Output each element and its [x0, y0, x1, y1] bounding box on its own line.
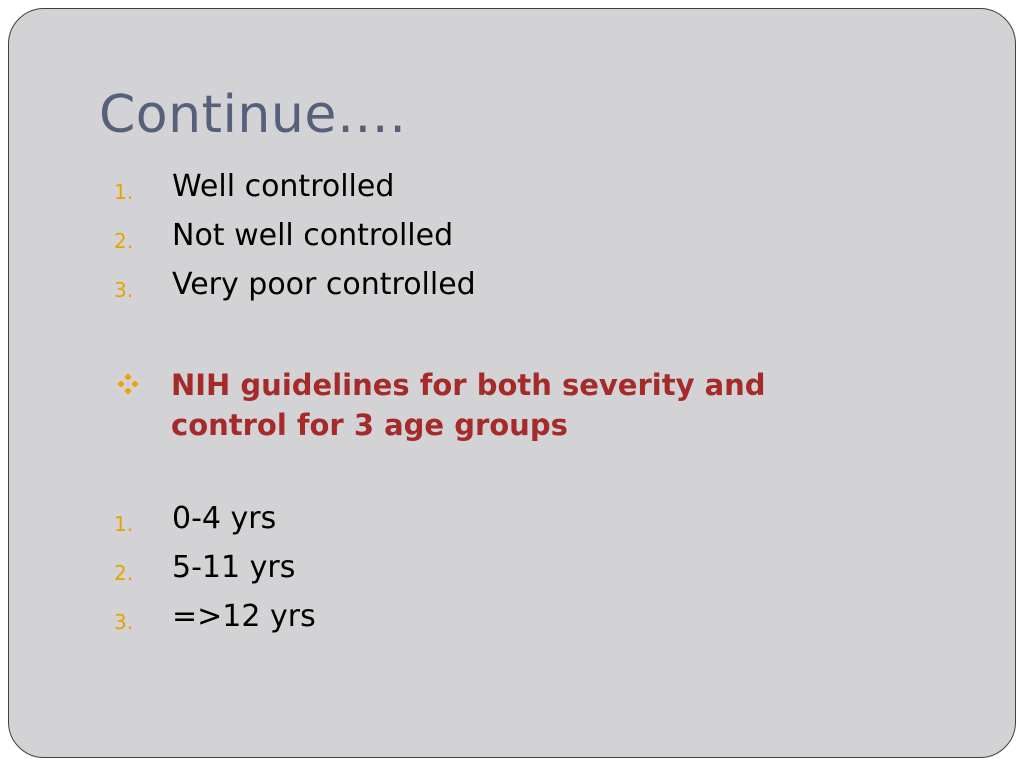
list-item-label: 5-11 yrs: [172, 550, 296, 585]
diamond-bullet-icon: [117, 373, 139, 395]
list-number: 2.: [114, 229, 134, 253]
list-item-label: Not well controlled: [172, 218, 454, 253]
note-text: NIH guidelines for both severity and control for 3 age groups: [171, 368, 766, 442]
list-number: 1.: [114, 180, 134, 204]
list-item-label: Well controlled: [172, 169, 395, 204]
list-number: 3.: [114, 278, 134, 302]
slide: [8, 8, 1016, 758]
list-item-label: Very poor controlled: [172, 267, 476, 302]
list-number: 3.: [114, 610, 134, 634]
slide-title: Continue….: [99, 85, 407, 145]
list-number: 1.: [114, 512, 134, 536]
list-item-label: 0-4 yrs: [172, 501, 277, 536]
list-number: 2.: [114, 561, 134, 585]
list-item-label: =>12 yrs: [172, 599, 316, 634]
